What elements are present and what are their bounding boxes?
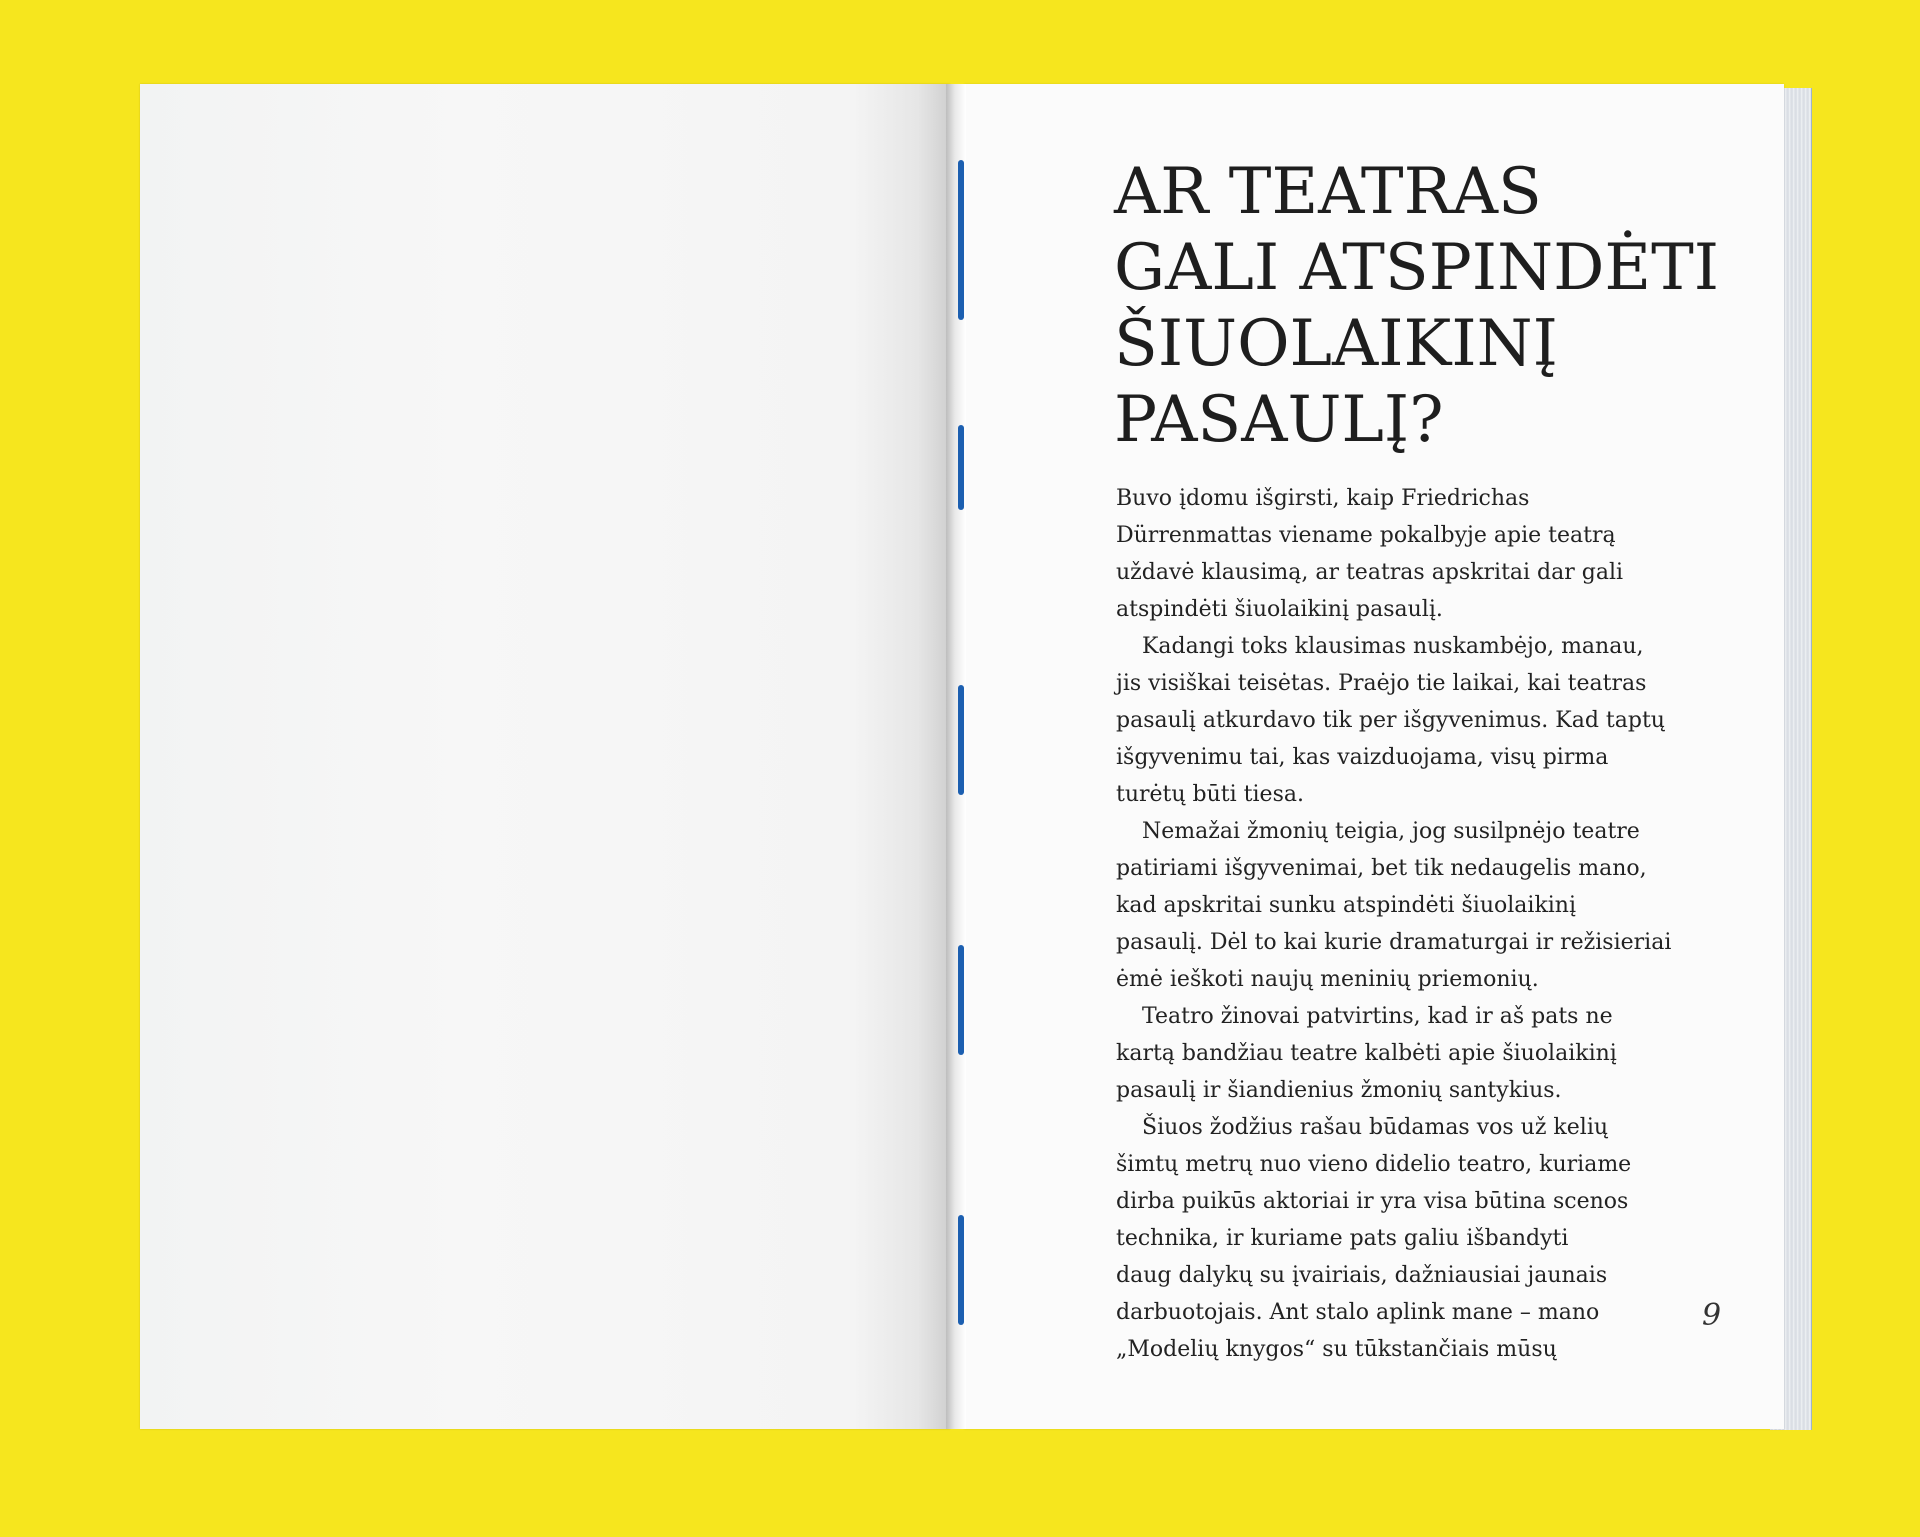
- text-line: „Modelių knygos“ su tūkstančiais mūsų: [1116, 1337, 1557, 1362]
- text-line: ėmė ieškoti naujų meninių priemonių.: [1116, 967, 1539, 992]
- text-line: technika, ir kuriame pats galiu išbandyti: [1116, 1226, 1569, 1251]
- text-line: dirba puikūs aktoriai ir yra visa būtina scenos: [1116, 1189, 1629, 1214]
- text-line: Buvo įdomu išgirsti, kaip Friedrichas: [1116, 486, 1530, 511]
- text-line: šimtų metrų nuo vieno didelio teatro, kuriame: [1116, 1152, 1632, 1177]
- text-line: jis visiškai teisėtas. Praėjo tie laikai, kai teatras: [1116, 671, 1647, 696]
- text-line: pasaulį. Dėl to kai kurie dramaturgai ir režisieriai: [1116, 930, 1672, 955]
- chapter-title: [1114, 154, 1719, 458]
- title-line: ŠIUOLAIKINĮ: [1114, 307, 1558, 381]
- text-line: Kadangi toks klausimas nuskambėjo, manau,: [1142, 634, 1644, 659]
- text-line: išgyvenimu tai, kas vaizduojama, visų pirma: [1116, 745, 1609, 770]
- binding-thread: [958, 160, 964, 320]
- text-line: Teatro žinovai patvirtins, kad ir aš pats ne: [1142, 1004, 1613, 1029]
- text-line: atspindėti šiuolaikinį pasaulį.: [1116, 597, 1443, 622]
- text-line: pasaulį ir šiandienius žmonių santykius.: [1116, 1078, 1562, 1103]
- binding-thread: [958, 1215, 964, 1325]
- text-line: Dürrenmattas viename pokalbyje apie teatrą: [1116, 523, 1616, 548]
- text-line: uždavė klausimą, ar teatras apskritai dar gali: [1116, 560, 1624, 585]
- left-blank-page: [140, 84, 950, 1429]
- text-line: daug dalykų su įvairiais, dažniausiai jaunais: [1116, 1263, 1608, 1288]
- right-text-page: [964, 84, 1784, 1429]
- binding-thread: [958, 425, 964, 510]
- text-line: kad apskritai sunku atspindėti šiuolaikinį: [1116, 893, 1577, 918]
- text-line: turėtų būti tiesa.: [1116, 782, 1304, 807]
- title-line: PASAULĮ?: [1114, 383, 1444, 457]
- text-line: pasaulį atkurdavo tik per išgyvenimus. Kad taptų: [1116, 708, 1665, 733]
- text-line: darbuotojais. Ant stalo aplink mane – mano: [1116, 1300, 1600, 1325]
- binding-thread: [958, 685, 964, 795]
- text-line: Nemažai žmonių teigia, jog susilpnėjo teatre: [1142, 819, 1640, 844]
- title-line: GALI ATSPINDĖTI: [1114, 231, 1720, 305]
- text-line: kartą bandžiau teatre kalbėti apie šiuolaikinį: [1116, 1041, 1617, 1066]
- body-text: [1116, 480, 1716, 1368]
- text-line: patiriami išgyvenimai, bet tik nedaugelis mano,: [1116, 856, 1647, 881]
- title-line: AR TEATRAS: [1114, 155, 1542, 229]
- binding-thread: [958, 945, 964, 1055]
- text-line: Šiuos žodžius rašau būdamas vos už kelių: [1142, 1115, 1609, 1140]
- page-number: 9: [1702, 1298, 1722, 1333]
